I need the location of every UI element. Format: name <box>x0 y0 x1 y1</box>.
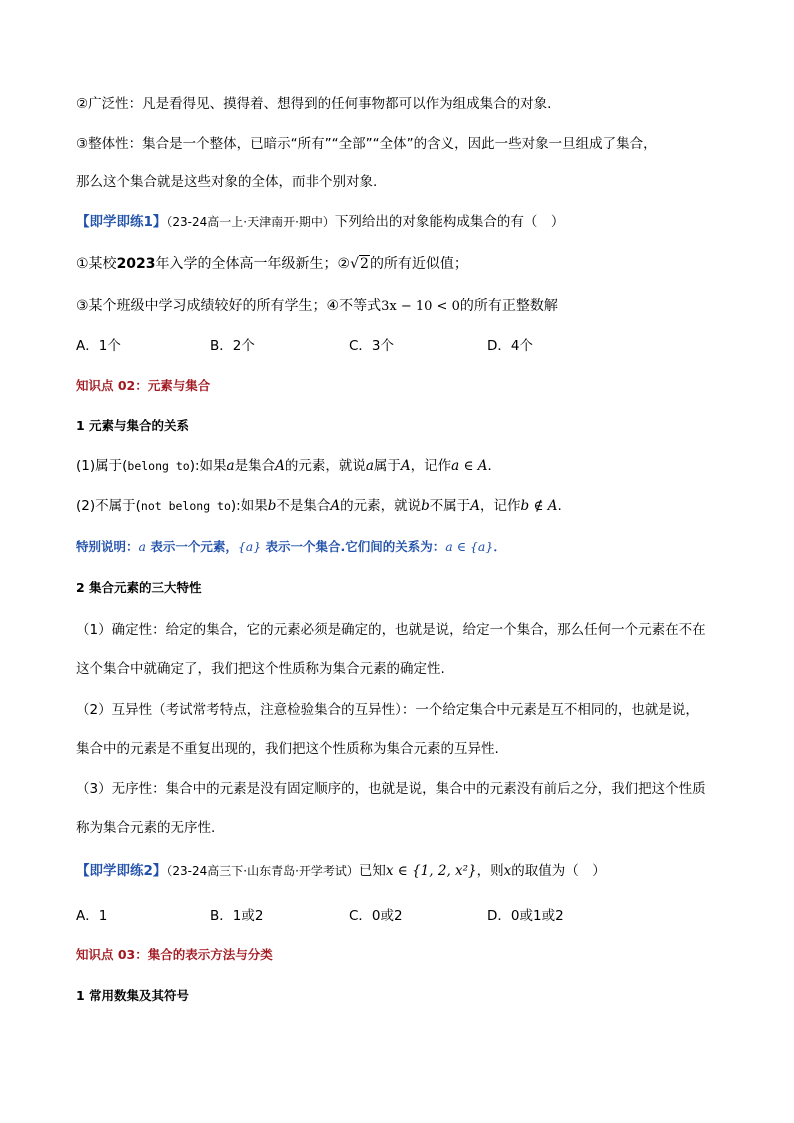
subsection-element-set-relation: 1 元素与集合的关系 <box>76 418 190 433</box>
determinacy-line-1: （1）确定性：给定的集合，它的元素必须是确定的，也就是说，给定一个集合，那么任何一个元素在不在 <box>76 622 706 638</box>
unordered-line-1: （3）无序性：集合中的元素是没有固定顺序的，也就是说，集合中的元素没有前后之分，我们把这个性质 <box>76 781 706 797</box>
sqrt-symbol: √2 <box>350 256 369 272</box>
distinctness-line-1: （2）互异性（考试常考特点，注意检验集合的互异性）：一个给定集合中元素是互不相同的，也就是说， <box>76 702 699 718</box>
exercise-2-option-b: B．1或2 <box>210 908 264 924</box>
paragraph-breadth: ②广泛性：凡是看得见、摸得着、想得到的任何事物都可以作为组成集合的对象. <box>76 96 552 112</box>
exercise-2-source: （23-24高三下·山东青岛·开学考试） <box>166 864 359 878</box>
exercise-1-option-b: B．2个 <box>210 338 255 354</box>
exercise-1-items-line-2: ③某个班级中学习成绩较好的所有学生；④不等式3x − 10 < 0的所有正整数解 <box>76 298 558 314</box>
unordered-line-2: 称为集合元素的无序性. <box>76 820 216 836</box>
subsection-three-properties: 2 集合元素的三大特性 <box>76 580 202 595</box>
exercise-1-question: 下列给出的对象能构成集合的有（ ） <box>334 214 565 230</box>
knowledge-point-02-title: 知识点 02：元素与集合 <box>76 378 211 393</box>
special-note: 特别说明：a 表示一个元素，{a} 表示一个集合.它们间的关系为：a ∈ {a}． <box>76 539 506 554</box>
exercise-1-option-c: C．3个 <box>349 338 395 354</box>
exercise-2-header: 【即学即练2】（23-24高三下·山东青岛·开学考试）已知x ∈ {1, 2, x²}，则x的取值为（ ） <box>76 863 606 879</box>
paragraph-wholeness-2: 那么这个集合就是这些对象的全体，而非个别对象. <box>76 174 378 190</box>
subsection-common-number-sets: 1 常用数集及其符号 <box>76 988 190 1003</box>
exercise-2-option-c: C．0或2 <box>349 908 403 924</box>
exercise-1-option-d: D．4个 <box>487 338 533 354</box>
exercise-1-option-a: A．1个 <box>76 338 121 354</box>
exercise-2-option-a: A．1 <box>76 908 108 924</box>
exercise-2-tag: 【即学即练2】 <box>76 863 167 879</box>
belong-to-line: (1)属于(belong to):如果a是集合A的元素，就说a属于A，记作a ∈ A． <box>76 458 502 474</box>
not-belong-to-line: (2)不属于(not belong to):如果b不是集合A的元素，就说b不属于A，记作b ∉ A. <box>76 498 562 514</box>
exercise-1-tag: 【即学即练1】 <box>76 214 167 230</box>
exercise-1-source: （23-24高一上·天津南开·期中） <box>166 215 335 229</box>
determinacy-line-2: 这个集合中就确定了，我们把这个性质称为集合元素的确定性. <box>76 661 445 677</box>
exercise-1-header <box>76 212 736 232</box>
exercise-2-option-d: D．0或1或2 <box>487 908 564 924</box>
knowledge-point-03-title: 知识点 03：集合的表示方法与分类 <box>76 947 273 962</box>
distinctness-line-2: 集合中的元素是不重复出现的，我们把这个性质称为集合元素的互异性. <box>76 741 499 757</box>
exercise-1-items-line-1: ①某校2023年入学的全体高一年级新生；②√2的所有近似值； <box>76 256 468 272</box>
paragraph-wholeness-1: ③整体性：集合是一个整体，已暗示“所有”“全部”“全体”的含义，因此一些对象一旦组成了集合， <box>76 136 657 152</box>
